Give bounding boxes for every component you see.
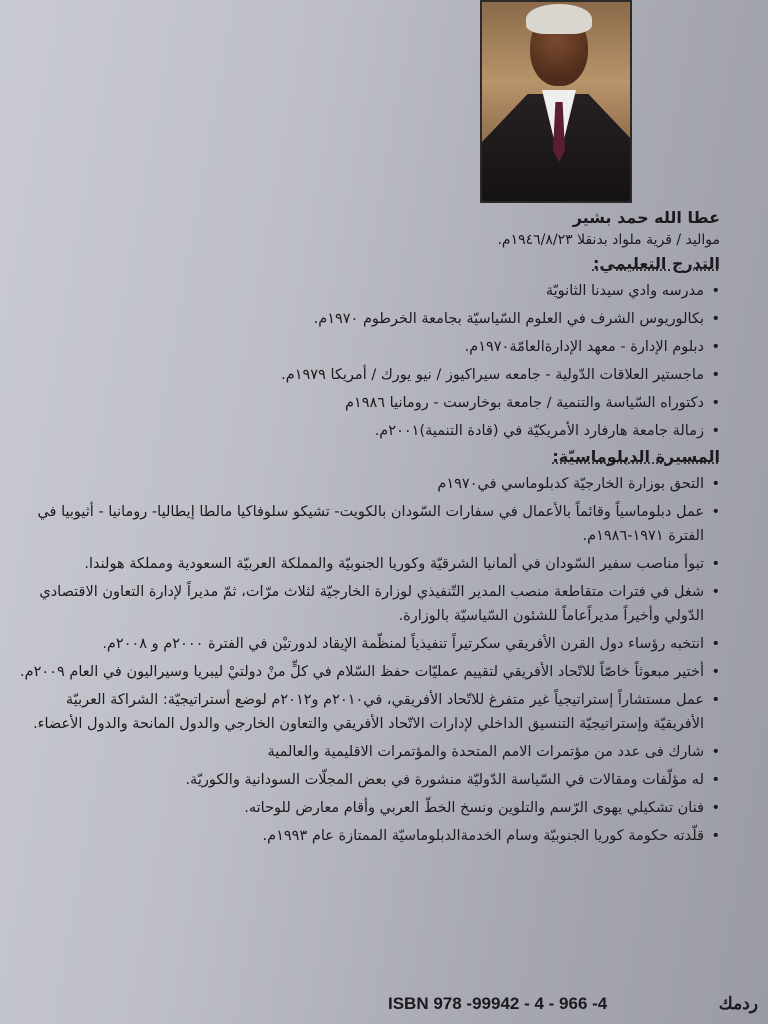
education-item: • ماجستير العلاقات الدّولية - جامعه سيراكيوز / نيو يورك / أمريكا ١٩٧٩م. xyxy=(20,363,720,387)
diplomacy-item: • له مؤلّفات ومقالات في السّياسة الدّوليّة منشورة في بعض المجلّات السودانية والكوريّة. xyxy=(20,768,720,792)
diplomacy-heading: المسيرة الدبلوماسيّة: xyxy=(552,447,720,466)
diplomacy-list xyxy=(20,472,720,848)
diplomacy-item: • تبوأ مناصب سفير السّودان في ألمانيا الشرقيّة وكوريا الجنوبيّة والمملكة العربيّة السعودية ومملكة هولندا. xyxy=(20,552,720,576)
diplomacy-item: • عمل دبلوماسياً وقائماً بالأعمال في سفارات السّودان بالكويت- تشيكو سلوفاكيا مالطا إيطاليا- رومانيا - أثيوبيا في الفترة ١٩٧١-١٩٨٦م. xyxy=(20,500,720,548)
isbn-label-ar: ردمك xyxy=(718,994,758,1013)
author-bio xyxy=(20,208,720,852)
education-item: • دكتوراه السّياسة والتنمية / جامعة بوخارست - رومانيا ١٩٨٦م xyxy=(20,391,720,415)
diplomacy-item: • أختير مبعوثاً خاصّاً للاتّحاد الأفريقي لتقييم عمليّات حفظ السّلام في كلٍّ منْ دولتيْ ليبريا وسيراليون في العام ٢٠٠٩م. xyxy=(20,660,720,684)
diplomacy-item: • شغل في فترات متقاطعة منصب المدير التّنفيذي لوزارة الخارجيّة لثلاث مرّات، ثمّ مديراً لإدارة التعاون الاقتصادي الدّولي وأخيراً مديراًعاماً للشئون السّياسيّة بالوزارة. xyxy=(20,580,720,628)
author-birth: مواليد / قرية ملواد بدنقلا ١٩٤٦/٨/٢٣م. xyxy=(497,232,720,248)
education-list xyxy=(20,279,720,443)
education-item: • بكالوريوس الشرف في العلوم السّياسيّة بجامعة الخرطوم ١٩٧٠م. xyxy=(20,307,720,331)
diplomacy-item: • شارك فى عدد من مؤتمرات الامم المتحدة والمؤتمرات الاقليمية والعالمية xyxy=(20,740,720,764)
diplomacy-item: • قلّدته حكومة كوريا الجنوبيّة وسام الخدمةالدبلوماسيّة الممتازة عام ١٩٩٣م. xyxy=(20,824,720,848)
education-item: • زمالة جامعة هارفارد الأمريكيّة في (قادة التنمية)٢٠٠١م. xyxy=(20,419,720,443)
diplomacy-item: • فنان تشكيلي يهوى الرّسم والتلوين ونسخ الخطّ العربي وأقام معارض للوحاته. xyxy=(20,796,720,820)
author-name: عطا الله حمد بشير xyxy=(572,208,720,227)
education-item: • دبلوم الإدارة - معهد الإدارةالعامّة١٩٧٠م. xyxy=(20,335,720,359)
isbn-value: ISBN 978 -99942 - 4 - 966 -4 xyxy=(388,994,608,1013)
diplomacy-item: • عمل مستشاراً إستراتيجياً غير متفرغ للاتّحاد الأفريقي، في٢٠١٠م و٢٠١٢م لوضع أستراتيجيّة: الشراكة العربيّة الأفريقيّة وإستراتيجيّة التنسيق الداخلي لإدارات الاتّحاد الأفريقي والتعاون الخارجي والدول المانحة والدول الأعضاء. xyxy=(20,688,720,736)
author-photo xyxy=(480,0,632,203)
education-heading: التدرج التعليمي: xyxy=(592,254,720,273)
diplomacy-item: • التحق بوزارة الخارجيّة كدبلوماسي في١٩٧٠م xyxy=(20,472,720,496)
photo-hair xyxy=(526,4,592,34)
education-item: • مدرسه وادي سيدنا الثانويّة xyxy=(20,279,720,303)
isbn-line xyxy=(388,992,758,1016)
diplomacy-item: • انتخبه رؤساء دول القرن الأفريقي سكرتيراً تنفيذياً لمنظّمة الإيقاد لدورتيْن في الفترة ٢٠٠٠م و ٢٠٠٨م. xyxy=(20,632,720,656)
